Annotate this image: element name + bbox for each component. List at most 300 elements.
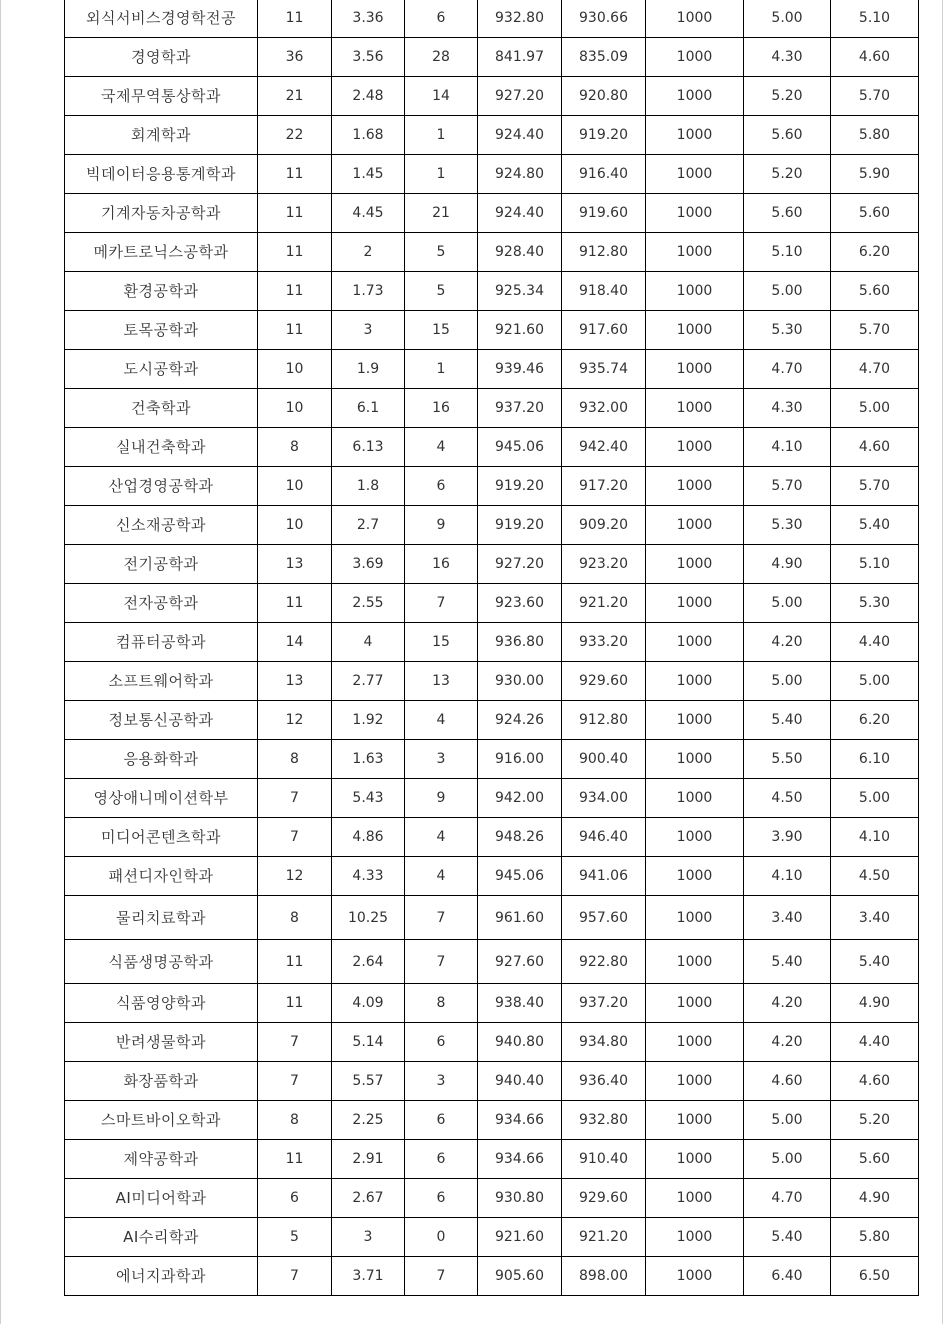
score-max-cell: 945.06 — [478, 857, 562, 896]
score-max-cell: 924.26 — [478, 701, 562, 740]
grade-avg-cell: 5.00 — [744, 272, 831, 311]
waitlist-cell: 5 — [405, 272, 478, 311]
grade-avg-cell: 5.30 — [744, 311, 831, 350]
score-max-cell: 939.46 — [478, 350, 562, 389]
quota-cell: 10 — [258, 389, 332, 428]
quota-cell: 13 — [258, 662, 332, 701]
waitlist-cell: 6 — [405, 1023, 478, 1062]
grade-cut-cell: 4.60 — [831, 1062, 919, 1101]
admissions-results-table — [64, 0, 919, 1296]
score-min-cell: 936.40 — [562, 1062, 646, 1101]
score-max-cell: 942.00 — [478, 779, 562, 818]
full-score-cell: 1000 — [646, 545, 744, 584]
score-max-cell: 924.40 — [478, 194, 562, 233]
full-score-cell: 1000 — [646, 194, 744, 233]
department-cell: 화장품학과 — [65, 1062, 258, 1101]
score-max-cell: 927.20 — [478, 77, 562, 116]
grade-cut-cell: 4.10 — [831, 818, 919, 857]
department-cell: 스마트바이오학과 — [65, 1101, 258, 1140]
score-min-cell: 835.09 — [562, 38, 646, 77]
waitlist-cell: 3 — [405, 740, 478, 779]
score-max-cell: 905.60 — [478, 1257, 562, 1296]
score-max-cell: 927.60 — [478, 940, 562, 984]
full-score-cell: 1000 — [646, 1140, 744, 1179]
waitlist-cell: 13 — [405, 662, 478, 701]
score-max-cell: 916.00 — [478, 740, 562, 779]
waitlist-cell: 21 — [405, 194, 478, 233]
waitlist-cell: 4 — [405, 818, 478, 857]
score-min-cell: 929.60 — [562, 1179, 646, 1218]
score-max-cell: 938.40 — [478, 984, 562, 1023]
full-score-cell: 1000 — [646, 1062, 744, 1101]
grade-avg-cell: 6.40 — [744, 1257, 831, 1296]
score-min-cell: 912.80 — [562, 233, 646, 272]
competition-rate-cell: 3 — [332, 311, 405, 350]
table-row — [65, 233, 919, 272]
full-score-cell: 1000 — [646, 984, 744, 1023]
quota-cell: 11 — [258, 311, 332, 350]
grade-avg-cell: 5.10 — [744, 233, 831, 272]
score-max-cell: 945.06 — [478, 428, 562, 467]
department-cell: 메카트로닉스공학과 — [65, 233, 258, 272]
grade-avg-cell: 4.60 — [744, 1062, 831, 1101]
department-cell: 반려생물학과 — [65, 1023, 258, 1062]
table-row — [65, 984, 919, 1023]
score-max-cell: 924.80 — [478, 155, 562, 194]
table-row — [65, 1062, 919, 1101]
competition-rate-cell: 4.45 — [332, 194, 405, 233]
grade-cut-cell: 4.60 — [831, 38, 919, 77]
grade-cut-cell: 5.30 — [831, 584, 919, 623]
full-score-cell: 1000 — [646, 116, 744, 155]
competition-rate-cell: 4 — [332, 623, 405, 662]
grade-cut-cell: 5.90 — [831, 155, 919, 194]
grade-cut-cell: 5.70 — [831, 467, 919, 506]
table-row — [65, 940, 919, 984]
score-min-cell: 942.40 — [562, 428, 646, 467]
grade-avg-cell: 4.50 — [744, 779, 831, 818]
full-score-cell: 1000 — [646, 818, 744, 857]
department-cell: 경영학과 — [65, 38, 258, 77]
department-cell: 제약공학과 — [65, 1140, 258, 1179]
quota-cell: 10 — [258, 506, 332, 545]
table-row — [65, 467, 919, 506]
grade-cut-cell: 6.20 — [831, 233, 919, 272]
table-row — [65, 428, 919, 467]
table-row — [65, 662, 919, 701]
grade-avg-cell: 4.20 — [744, 1023, 831, 1062]
quota-cell: 7 — [258, 1062, 332, 1101]
department-cell: 도시공학과 — [65, 350, 258, 389]
quota-cell: 21 — [258, 77, 332, 116]
competition-rate-cell: 1.45 — [332, 155, 405, 194]
grade-cut-cell: 4.60 — [831, 428, 919, 467]
department-cell: 전자공학과 — [65, 584, 258, 623]
grade-cut-cell: 5.80 — [831, 1218, 919, 1257]
department-cell: 패션디자인학과 — [65, 857, 258, 896]
quota-cell: 11 — [258, 984, 332, 1023]
department-cell: AI미디어학과 — [65, 1179, 258, 1218]
quota-cell: 8 — [258, 896, 332, 940]
waitlist-cell: 6 — [405, 1140, 478, 1179]
full-score-cell: 1000 — [646, 77, 744, 116]
department-cell: 회계학과 — [65, 116, 258, 155]
score-min-cell: 930.66 — [562, 0, 646, 38]
quota-cell: 13 — [258, 545, 332, 584]
waitlist-cell: 1 — [405, 116, 478, 155]
grade-cut-cell: 5.20 — [831, 1101, 919, 1140]
grade-cut-cell: 5.70 — [831, 77, 919, 116]
waitlist-cell: 8 — [405, 984, 478, 1023]
score-min-cell: 921.20 — [562, 584, 646, 623]
department-cell: 산업경영공학과 — [65, 467, 258, 506]
department-cell: 정보통신공학과 — [65, 701, 258, 740]
table-row — [65, 311, 919, 350]
full-score-cell: 1000 — [646, 940, 744, 984]
grade-cut-cell: 3.40 — [831, 896, 919, 940]
waitlist-cell: 7 — [405, 940, 478, 984]
waitlist-cell: 4 — [405, 857, 478, 896]
grade-cut-cell: 5.40 — [831, 940, 919, 984]
score-min-cell: 898.00 — [562, 1257, 646, 1296]
score-min-cell: 921.20 — [562, 1218, 646, 1257]
score-min-cell: 934.00 — [562, 779, 646, 818]
competition-rate-cell: 5.43 — [332, 779, 405, 818]
full-score-cell: 1000 — [646, 38, 744, 77]
competition-rate-cell: 2 — [332, 233, 405, 272]
score-max-cell: 934.66 — [478, 1101, 562, 1140]
department-cell: 빅데이터응용통계학과 — [65, 155, 258, 194]
full-score-cell: 1000 — [646, 311, 744, 350]
department-cell: 건축학과 — [65, 389, 258, 428]
grade-avg-cell: 4.10 — [744, 428, 831, 467]
score-max-cell: 921.60 — [478, 311, 562, 350]
grade-avg-cell: 5.60 — [744, 116, 831, 155]
waitlist-cell: 16 — [405, 545, 478, 584]
grade-avg-cell: 3.40 — [744, 896, 831, 940]
table-body — [65, 0, 919, 1296]
grade-avg-cell: 5.50 — [744, 740, 831, 779]
score-max-cell: 940.80 — [478, 1023, 562, 1062]
competition-rate-cell: 3 — [332, 1218, 405, 1257]
grade-cut-cell: 5.70 — [831, 311, 919, 350]
waitlist-cell: 7 — [405, 1257, 478, 1296]
department-cell: 실내건축학과 — [65, 428, 258, 467]
quota-cell: 10 — [258, 467, 332, 506]
full-score-cell: 1000 — [646, 1257, 744, 1296]
score-min-cell: 922.80 — [562, 940, 646, 984]
score-min-cell: 910.40 — [562, 1140, 646, 1179]
waitlist-cell: 3 — [405, 1062, 478, 1101]
full-score-cell: 1000 — [646, 1218, 744, 1257]
score-min-cell: 909.20 — [562, 506, 646, 545]
competition-rate-cell: 1.63 — [332, 740, 405, 779]
grade-cut-cell: 4.90 — [831, 984, 919, 1023]
score-min-cell: 900.40 — [562, 740, 646, 779]
table-row — [65, 857, 919, 896]
quota-cell: 11 — [258, 233, 332, 272]
grade-avg-cell: 4.70 — [744, 350, 831, 389]
grade-cut-cell: 5.00 — [831, 779, 919, 818]
quota-cell: 7 — [258, 779, 332, 818]
grade-avg-cell: 5.00 — [744, 1140, 831, 1179]
competition-rate-cell: 4.33 — [332, 857, 405, 896]
competition-rate-cell: 2.48 — [332, 77, 405, 116]
table-row — [65, 116, 919, 155]
score-max-cell: 927.20 — [478, 545, 562, 584]
quota-cell: 11 — [258, 272, 332, 311]
full-score-cell: 1000 — [646, 506, 744, 545]
department-cell: 기계자동차공학과 — [65, 194, 258, 233]
department-cell: 전기공학과 — [65, 545, 258, 584]
waitlist-cell: 28 — [405, 38, 478, 77]
full-score-cell: 1000 — [646, 1023, 744, 1062]
grade-avg-cell: 5.20 — [744, 155, 831, 194]
department-cell: 식품영양학과 — [65, 984, 258, 1023]
table-row — [65, 1101, 919, 1140]
waitlist-cell: 4 — [405, 701, 478, 740]
competition-rate-cell: 3.36 — [332, 0, 405, 38]
quota-cell: 7 — [258, 1257, 332, 1296]
table-row — [65, 77, 919, 116]
waitlist-cell: 0 — [405, 1218, 478, 1257]
table-row — [65, 1179, 919, 1218]
grade-cut-cell: 5.80 — [831, 116, 919, 155]
table-row — [65, 350, 919, 389]
table-row — [65, 272, 919, 311]
score-min-cell: 934.80 — [562, 1023, 646, 1062]
quota-cell: 11 — [258, 1140, 332, 1179]
score-min-cell: 937.20 — [562, 984, 646, 1023]
table-row — [65, 584, 919, 623]
department-cell: 신소재공학과 — [65, 506, 258, 545]
full-score-cell: 1000 — [646, 155, 744, 194]
score-max-cell: 936.80 — [478, 623, 562, 662]
waitlist-cell: 1 — [405, 350, 478, 389]
grade-cut-cell: 5.00 — [831, 662, 919, 701]
score-max-cell: 928.40 — [478, 233, 562, 272]
full-score-cell: 1000 — [646, 350, 744, 389]
waitlist-cell: 5 — [405, 233, 478, 272]
table-row — [65, 701, 919, 740]
score-max-cell: 923.60 — [478, 584, 562, 623]
table-row — [65, 194, 919, 233]
full-score-cell: 1000 — [646, 896, 744, 940]
quota-cell: 8 — [258, 740, 332, 779]
score-max-cell: 930.00 — [478, 662, 562, 701]
grade-cut-cell: 4.90 — [831, 1179, 919, 1218]
department-cell: 식품생명공학과 — [65, 940, 258, 984]
full-score-cell: 1000 — [646, 779, 744, 818]
full-score-cell: 1000 — [646, 701, 744, 740]
score-min-cell: 923.20 — [562, 545, 646, 584]
full-score-cell: 1000 — [646, 1101, 744, 1140]
waitlist-cell: 7 — [405, 896, 478, 940]
page-left-border — [0, 0, 1, 1324]
competition-rate-cell: 2.25 — [332, 1101, 405, 1140]
score-max-cell: 961.60 — [478, 896, 562, 940]
table-row — [65, 1023, 919, 1062]
competition-rate-cell: 2.77 — [332, 662, 405, 701]
grade-cut-cell: 5.40 — [831, 506, 919, 545]
waitlist-cell: 15 — [405, 623, 478, 662]
score-min-cell: 919.60 — [562, 194, 646, 233]
department-cell: 토목공학과 — [65, 311, 258, 350]
full-score-cell: 1000 — [646, 584, 744, 623]
grade-cut-cell: 6.50 — [831, 1257, 919, 1296]
score-min-cell: 932.00 — [562, 389, 646, 428]
score-max-cell: 940.40 — [478, 1062, 562, 1101]
competition-rate-cell: 1.8 — [332, 467, 405, 506]
competition-rate-cell: 2.55 — [332, 584, 405, 623]
waitlist-cell: 16 — [405, 389, 478, 428]
table-row — [65, 1140, 919, 1179]
grade-avg-cell: 5.20 — [744, 77, 831, 116]
competition-rate-cell: 4.09 — [332, 984, 405, 1023]
waitlist-cell: 14 — [405, 77, 478, 116]
grade-cut-cell: 5.60 — [831, 1140, 919, 1179]
score-min-cell: 917.60 — [562, 311, 646, 350]
quota-cell: 11 — [258, 155, 332, 194]
grade-avg-cell: 3.90 — [744, 818, 831, 857]
competition-rate-cell: 1.73 — [332, 272, 405, 311]
grade-avg-cell: 5.40 — [744, 940, 831, 984]
score-max-cell: 921.60 — [478, 1218, 562, 1257]
score-min-cell: 932.80 — [562, 1101, 646, 1140]
waitlist-cell: 4 — [405, 428, 478, 467]
table-row — [65, 818, 919, 857]
waitlist-cell: 6 — [405, 1101, 478, 1140]
grade-avg-cell: 5.60 — [744, 194, 831, 233]
grade-avg-cell: 5.40 — [744, 1218, 831, 1257]
competition-rate-cell: 6.13 — [332, 428, 405, 467]
score-min-cell: 941.06 — [562, 857, 646, 896]
grade-avg-cell: 4.70 — [744, 1179, 831, 1218]
table-row — [65, 1218, 919, 1257]
grade-avg-cell: 5.70 — [744, 467, 831, 506]
competition-rate-cell: 5.14 — [332, 1023, 405, 1062]
score-max-cell: 934.66 — [478, 1140, 562, 1179]
quota-cell: 14 — [258, 623, 332, 662]
grade-avg-cell: 5.40 — [744, 701, 831, 740]
competition-rate-cell: 1.92 — [332, 701, 405, 740]
department-cell: 컴퓨터공학과 — [65, 623, 258, 662]
grade-cut-cell: 6.10 — [831, 740, 919, 779]
score-max-cell: 924.40 — [478, 116, 562, 155]
grade-avg-cell: 4.30 — [744, 38, 831, 77]
full-score-cell: 1000 — [646, 233, 744, 272]
competition-rate-cell: 3.71 — [332, 1257, 405, 1296]
table-row — [65, 0, 919, 38]
table-row — [65, 389, 919, 428]
competition-rate-cell: 1.9 — [332, 350, 405, 389]
competition-rate-cell: 5.57 — [332, 1062, 405, 1101]
quota-cell: 11 — [258, 940, 332, 984]
score-min-cell: 919.20 — [562, 116, 646, 155]
table-row — [65, 779, 919, 818]
department-cell: 에너지과학과 — [65, 1257, 258, 1296]
quota-cell: 12 — [258, 857, 332, 896]
competition-rate-cell: 10.25 — [332, 896, 405, 940]
quota-cell: 10 — [258, 350, 332, 389]
grade-avg-cell: 4.90 — [744, 545, 831, 584]
waitlist-cell: 7 — [405, 584, 478, 623]
competition-rate-cell: 4.86 — [332, 818, 405, 857]
score-min-cell: 917.20 — [562, 467, 646, 506]
full-score-cell: 1000 — [646, 272, 744, 311]
score-max-cell: 841.97 — [478, 38, 562, 77]
quota-cell: 6 — [258, 1179, 332, 1218]
competition-rate-cell: 2.67 — [332, 1179, 405, 1218]
full-score-cell: 1000 — [646, 0, 744, 38]
table-row — [65, 38, 919, 77]
score-min-cell: 933.20 — [562, 623, 646, 662]
score-min-cell: 935.74 — [562, 350, 646, 389]
score-min-cell: 916.40 — [562, 155, 646, 194]
score-max-cell: 919.20 — [478, 506, 562, 545]
table-row — [65, 155, 919, 194]
quota-cell: 7 — [258, 818, 332, 857]
waitlist-cell: 6 — [405, 467, 478, 506]
score-max-cell: 930.80 — [478, 1179, 562, 1218]
department-cell: 영상애니메이션학부 — [65, 779, 258, 818]
department-cell: 물리치료학과 — [65, 896, 258, 940]
table-row — [65, 1257, 919, 1296]
score-min-cell: 957.60 — [562, 896, 646, 940]
quota-cell: 11 — [258, 0, 332, 38]
department-cell: 소프트웨어학과 — [65, 662, 258, 701]
grade-avg-cell: 4.10 — [744, 857, 831, 896]
full-score-cell: 1000 — [646, 389, 744, 428]
quota-cell: 12 — [258, 701, 332, 740]
quota-cell: 11 — [258, 194, 332, 233]
full-score-cell: 1000 — [646, 740, 744, 779]
quota-cell: 7 — [258, 1023, 332, 1062]
page-right-border — [942, 0, 943, 1324]
full-score-cell: 1000 — [646, 1179, 744, 1218]
competition-rate-cell: 6.1 — [332, 389, 405, 428]
department-cell: 응용화학과 — [65, 740, 258, 779]
competition-rate-cell: 3.56 — [332, 38, 405, 77]
waitlist-cell: 6 — [405, 1179, 478, 1218]
grade-avg-cell: 5.00 — [744, 584, 831, 623]
table-row — [65, 740, 919, 779]
grade-avg-cell: 4.30 — [744, 389, 831, 428]
grade-avg-cell: 5.30 — [744, 506, 831, 545]
grade-cut-cell: 4.40 — [831, 1023, 919, 1062]
grade-avg-cell: 5.00 — [744, 0, 831, 38]
quota-cell: 11 — [258, 584, 332, 623]
grade-cut-cell: 4.70 — [831, 350, 919, 389]
table-row — [65, 545, 919, 584]
competition-rate-cell: 2.7 — [332, 506, 405, 545]
score-max-cell: 948.26 — [478, 818, 562, 857]
score-max-cell: 937.20 — [478, 389, 562, 428]
grade-cut-cell: 4.50 — [831, 857, 919, 896]
grade-cut-cell: 5.10 — [831, 545, 919, 584]
department-cell: 환경공학과 — [65, 272, 258, 311]
score-min-cell: 920.80 — [562, 77, 646, 116]
grade-cut-cell: 5.10 — [831, 0, 919, 38]
full-score-cell: 1000 — [646, 467, 744, 506]
grade-avg-cell: 5.00 — [744, 1101, 831, 1140]
table-row — [65, 623, 919, 662]
grade-cut-cell: 5.60 — [831, 272, 919, 311]
grade-cut-cell: 5.60 — [831, 194, 919, 233]
table-row — [65, 506, 919, 545]
quota-cell: 36 — [258, 38, 332, 77]
score-min-cell: 912.80 — [562, 701, 646, 740]
